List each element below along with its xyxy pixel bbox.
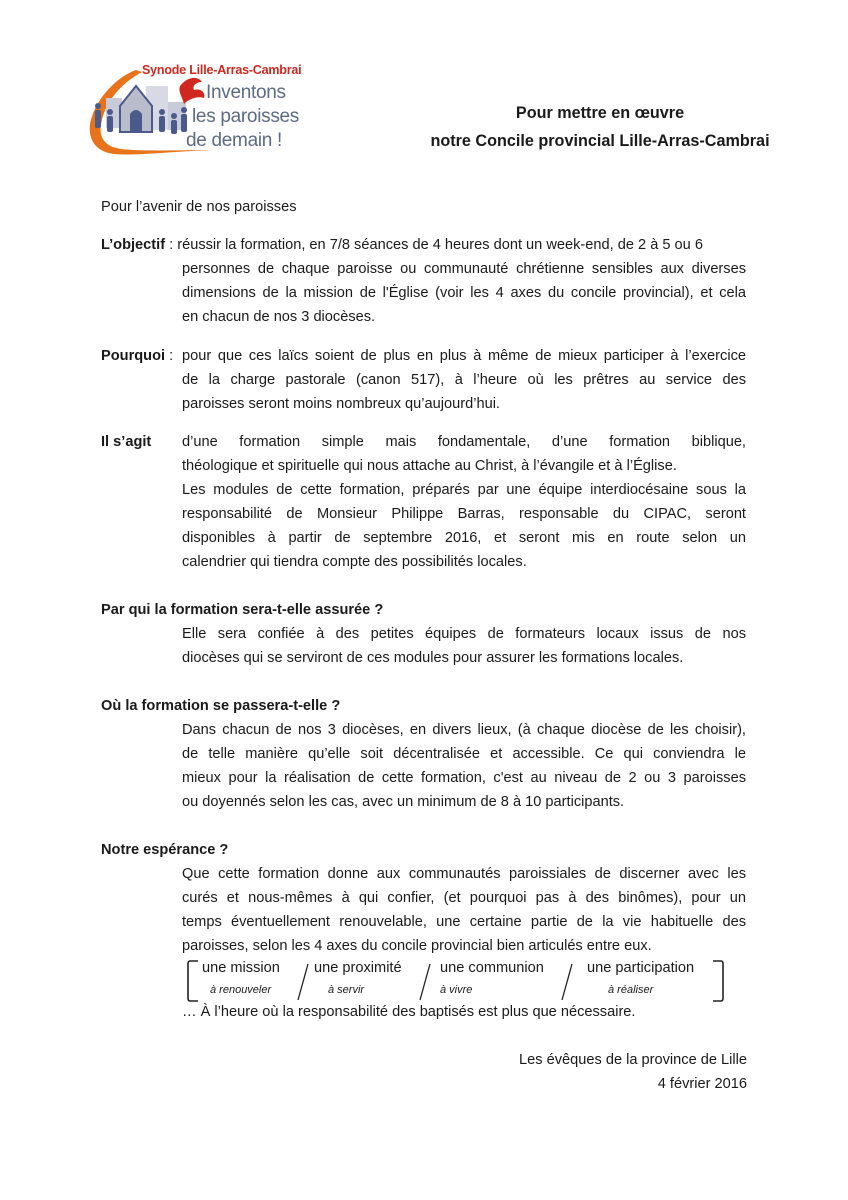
il-sagit-line: disponibles à partir de septembre 2016, et seront mis en route selon un <box>182 530 746 546</box>
pourquoi-line: paroisses seront moins nombreux qu’aujourd’hui. <box>182 396 500 412</box>
il-sagit-label: Il s’agit <box>101 434 152 450</box>
objectif-line: personnes de chaque paroisse ou communauté chrétienne sensibles aux diverses <box>182 261 746 277</box>
ou-line: Dans chacun de nos 3 diocèses, en divers lieux, (à chaque diocèse de les choisir), <box>182 722 746 738</box>
ou-line: ou doyennés selon les cas, avec un minimum de 8 à 10 participants. <box>182 794 625 810</box>
page-title-line-2: notre Concile provincial Lille-Arras-Cambrai <box>430 132 770 150</box>
page-title-line-1: Pour mettre en œuvre <box>515 104 685 122</box>
esperance-line: temps éventuellement renouvelable, une certaine partie de la vie habituelle des <box>182 914 746 930</box>
slash-divider-icon <box>560 962 574 1002</box>
il-sagit-line: Les modules de cette formation, préparés par une équipe interdiocésaine sous la <box>182 482 746 498</box>
objectif-label: L’objectif <box>101 237 166 253</box>
objectif-first-line <box>101 233 703 257</box>
axis-sub-proximite: à servir <box>328 984 365 996</box>
slash-divider-icon <box>418 962 432 1002</box>
axis-word-proximite: une proximité <box>314 960 402 976</box>
axis-sub-mission: à renouveler <box>210 984 272 996</box>
axis-word-communion: une communion <box>440 960 544 976</box>
il-sagit-line: calendrier qui tiendra compte des possibilités locales. <box>182 554 527 570</box>
right-bracket-icon <box>711 960 725 1002</box>
par-qui-line: Elle sera confiée à des petites équipes de formateurs locaux issus de nos <box>182 626 746 642</box>
objectif-line: en chacun de nos 3 diocèses. <box>182 309 376 325</box>
axis-word-mission: une mission <box>202 960 280 976</box>
ou-line: mieux pour la réalisation de cette formation, c'est au niveau de 2 ou 3 paroisses <box>182 770 746 786</box>
esperance-line: paroisses, selon les 4 axes du concile provincial bien articulés entre eux. <box>182 938 652 954</box>
objectif-text: : réussir la formation, en 7/8 séances de 4 heures dont un week-end, de 2 à 5 ou 6 <box>165 237 703 253</box>
ou-line: de telle manière qu’elle soit décentralisée et accessible. Ce qui conviendra le <box>182 746 746 762</box>
pourquoi-label: Pourquoi <box>101 348 166 364</box>
par-qui-heading: Par qui la formation sera-t-elle assurée ? <box>101 602 384 618</box>
par-qui-line: diocèses qui se serviront de ces modules pour assurer les formations locales. <box>182 650 684 666</box>
logo-line-1: Inventons <box>206 82 286 103</box>
il-sagit-line: d’une formation simple mais fondamentale, d’une formation biblique, <box>182 434 746 450</box>
il-sagit-line: théologique et spirituelle qui nous attache au Christ, à l’évangile et à l’Église. <box>182 458 677 474</box>
logo-line-3: de demain ! <box>186 130 282 151</box>
signature-author: Les évêques de la province de Lille <box>519 1052 747 1068</box>
left-bracket-icon <box>186 960 200 1002</box>
axis-sub-participation: à réaliser <box>608 984 654 996</box>
ou-heading: Où la formation se passera-t-elle ? <box>101 698 341 714</box>
intro-text: Pour l’avenir de nos paroisses <box>101 199 297 215</box>
pourquoi-line: pour que ces laïcs soient de plus en plus à même de mieux participer à l’exercice <box>182 348 746 364</box>
pourquoi-colon: : <box>165 348 174 364</box>
esperance-line: Que cette formation donne aux communautés paroissiales de discerner avec les <box>182 866 746 882</box>
axis-word-participation: une participation <box>587 960 695 976</box>
logo-title: Synode Lille-Arras-Cambrai <box>142 63 302 77</box>
pourquoi-line: de la charge pastorale (canon 517), à l’heure où les prêtres au service des <box>182 372 746 388</box>
pourquoi-heading <box>101 344 173 368</box>
axis-sub-communion: à vivre <box>440 984 473 996</box>
esperance-closing: … À l’heure où la responsabilité des baptisés est plus que nécessaire. <box>182 1004 636 1020</box>
synode-logo <box>84 62 316 158</box>
signature-date: 4 février 2016 <box>657 1076 747 1092</box>
esperance-heading: Notre espérance ? <box>101 842 229 858</box>
objectif-line: dimensions de la mission de l'Église (voir les 4 axes du concile provincial), et cela <box>182 285 746 301</box>
logo-line-2: les paroisses <box>192 106 299 127</box>
slash-divider-icon <box>296 962 310 1002</box>
il-sagit-line: responsabilité de Monsieur Philippe Barras, responsable du CIPAC, seront <box>182 506 746 522</box>
esperance-line: curés et nous-mêmes à qui confier, (et pourquoi pas à des binômes), pour un <box>182 890 746 906</box>
